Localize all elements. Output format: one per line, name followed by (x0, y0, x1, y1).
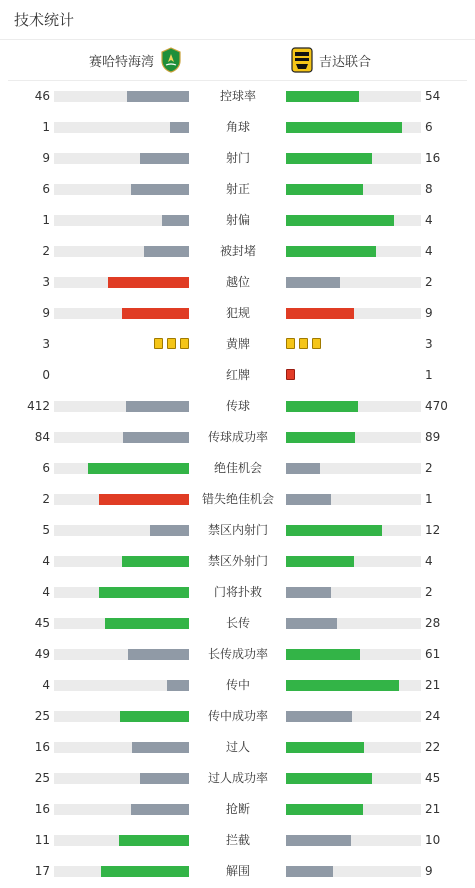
stat-row (0, 577, 475, 608)
away-value: 3 (425, 337, 433, 351)
away-value: 4 (425, 213, 433, 227)
away-bar-fill (286, 153, 372, 164)
away-bar (286, 556, 421, 567)
home-value: 25 (34, 709, 50, 723)
home-bar (54, 122, 189, 133)
away-value: 54 (425, 89, 441, 103)
stat-label: 门将扑救 (213, 585, 262, 599)
stat-label: 射正 (225, 182, 250, 196)
stat-label: 长传 (225, 616, 250, 630)
home-bar-fill (105, 618, 189, 629)
stat-label: 传球 (225, 399, 250, 413)
away-bar (286, 525, 421, 536)
home-bar (54, 401, 189, 412)
away-value: 4 (425, 554, 433, 568)
stat-label: 控球率 (219, 89, 256, 103)
home-bar-fill (122, 556, 190, 567)
yellow-card-icon (167, 338, 176, 349)
away-bar-fill (286, 866, 333, 877)
home-bar (54, 835, 189, 846)
home-value: 4 (42, 585, 50, 599)
away-team[interactable] (291, 40, 371, 80)
home-bar (54, 432, 189, 443)
away-value: 9 (425, 864, 433, 878)
away-bar (286, 246, 421, 257)
away-bar-fill (286, 835, 351, 846)
home-bar (54, 618, 189, 629)
home-bar-fill (128, 649, 189, 660)
stat-label: 错失绝佳机会 (201, 492, 274, 506)
away-cards (286, 369, 295, 380)
away-value: 8 (425, 182, 433, 196)
home-bar (54, 711, 189, 722)
stat-row (0, 825, 475, 856)
home-bar (54, 587, 189, 598)
away-bar-fill (286, 122, 402, 133)
home-bar (54, 556, 189, 567)
away-bar (286, 432, 421, 443)
stat-row (0, 298, 475, 329)
away-value: 12 (425, 523, 441, 537)
stat-label: 传中 (225, 678, 250, 692)
away-bar-fill (286, 91, 359, 102)
home-value: 2 (42, 492, 50, 506)
stat-label: 禁区内射门 (207, 523, 268, 537)
home-bar (54, 153, 189, 164)
red-card-icon (286, 369, 295, 380)
home-bar (54, 246, 189, 257)
home-bar (54, 184, 189, 195)
stat-label: 抢断 (225, 802, 250, 816)
home-bar-fill (101, 866, 189, 877)
away-value: 45 (425, 771, 441, 785)
away-cards (286, 338, 321, 349)
home-bar-fill (144, 246, 189, 257)
away-bar-fill (286, 618, 337, 629)
home-bar (54, 649, 189, 660)
away-value: 22 (425, 740, 441, 754)
away-bar (286, 587, 421, 598)
away-bar (286, 866, 421, 877)
home-value: 1 (42, 213, 50, 227)
home-bar-fill (170, 122, 189, 133)
away-bar-fill (286, 277, 340, 288)
stat-label: 传球成功率 (207, 430, 268, 444)
stat-row (0, 174, 475, 205)
stat-row (0, 763, 475, 794)
home-bar-fill (126, 401, 189, 412)
away-bar-fill (286, 215, 394, 226)
away-bar-fill (286, 432, 355, 443)
home-team-name: 赛哈特海湾 (88, 54, 154, 70)
away-bar-fill (286, 649, 360, 660)
away-value: 10 (425, 833, 441, 847)
stat-label: 拦截 (225, 833, 250, 847)
stat-row (0, 112, 475, 143)
home-bar (54, 91, 189, 102)
home-value: 25 (34, 771, 50, 785)
away-value: 89 (425, 430, 441, 444)
away-bar-fill (286, 742, 364, 753)
home-bar-fill (167, 680, 189, 691)
yellow-card-icon (180, 338, 189, 349)
home-cards (154, 338, 189, 349)
away-bar (286, 463, 421, 474)
home-bar (54, 463, 189, 474)
home-bar-fill (150, 525, 189, 536)
home-bar-fill (140, 153, 189, 164)
stats-list (0, 81, 475, 887)
away-bar-fill (286, 804, 363, 815)
away-value: 1 (425, 368, 433, 382)
stat-label: 黄牌 (225, 337, 250, 351)
away-bar-fill (286, 680, 399, 691)
home-value: 6 (42, 461, 50, 475)
stat-row (0, 391, 475, 422)
home-team[interactable] (89, 40, 182, 80)
home-bar (54, 680, 189, 691)
away-bar-fill (286, 494, 331, 505)
home-value: 2 (42, 244, 50, 258)
away-bar (286, 680, 421, 691)
away-bar (286, 804, 421, 815)
away-team-name: 吉达联合 (319, 54, 372, 70)
home-bar-fill (131, 184, 189, 195)
home-value: 46 (34, 89, 50, 103)
yellow-card-icon (299, 338, 308, 349)
stat-row (0, 794, 475, 825)
away-bar (286, 215, 421, 226)
yellow-card-icon (312, 338, 321, 349)
away-bar-fill (286, 308, 354, 319)
away-bar (286, 835, 421, 846)
home-bar-fill (88, 463, 189, 474)
home-value: 16 (34, 802, 50, 816)
home-bar (54, 804, 189, 815)
away-bar (286, 277, 421, 288)
home-bar-fill (99, 494, 189, 505)
stat-row (0, 81, 475, 112)
home-bar (54, 277, 189, 288)
stat-row (0, 670, 475, 701)
away-bar-fill (286, 246, 376, 257)
away-bar (286, 91, 421, 102)
home-bar (54, 742, 189, 753)
home-bar-fill (131, 804, 189, 815)
stat-label: 绝佳机会 (213, 461, 262, 475)
home-team-logo-icon (160, 47, 182, 73)
stat-label: 角球 (225, 120, 250, 134)
stat-label: 射门 (225, 151, 250, 165)
home-bar (54, 494, 189, 505)
home-value: 1 (42, 120, 50, 134)
home-value: 4 (42, 678, 50, 692)
stat-label: 射偏 (225, 213, 250, 227)
away-value: 6 (425, 120, 433, 134)
home-value: 4 (42, 554, 50, 568)
home-bar-fill (99, 587, 189, 598)
stat-row (0, 639, 475, 670)
away-value: 470 (425, 399, 448, 413)
stat-row (0, 732, 475, 763)
home-value: 9 (42, 151, 50, 165)
away-bar-fill (286, 463, 320, 474)
stat-label: 被封堵 (219, 244, 256, 258)
away-bar (286, 742, 421, 753)
home-value: 45 (34, 616, 50, 630)
stat-row (0, 236, 475, 267)
home-value: 17 (34, 864, 50, 878)
away-value: 61 (425, 647, 441, 661)
stat-label: 长传成功率 (207, 647, 268, 661)
away-value: 2 (425, 461, 433, 475)
home-bar-fill (140, 773, 189, 784)
away-bar-fill (286, 184, 363, 195)
away-value: 9 (425, 306, 433, 320)
home-bar-fill (108, 277, 189, 288)
section-title: 技术统计 (14, 11, 75, 29)
away-bar (286, 649, 421, 660)
stat-label: 过人 (225, 740, 250, 754)
stat-row (0, 205, 475, 236)
home-value: 84 (34, 430, 50, 444)
away-value: 21 (425, 802, 441, 816)
home-value: 49 (34, 647, 50, 661)
home-bar-fill (162, 215, 189, 226)
stat-row (0, 515, 475, 546)
away-bar (286, 308, 421, 319)
away-value: 16 (425, 151, 441, 165)
stat-row (0, 329, 475, 360)
section-header (0, 0, 475, 40)
stat-row (0, 701, 475, 732)
away-bar-fill (286, 773, 372, 784)
stat-row (0, 453, 475, 484)
home-bar (54, 866, 189, 877)
stat-row (0, 856, 475, 887)
stat-label: 越位 (225, 275, 250, 289)
away-bar (286, 711, 421, 722)
home-value: 0 (42, 368, 50, 382)
home-bar-fill (119, 835, 189, 846)
stat-label: 犯规 (225, 306, 250, 320)
stat-label: 解围 (225, 864, 250, 878)
stat-label: 禁区外射门 (207, 554, 268, 568)
away-bar (286, 401, 421, 412)
stat-label: 传中成功率 (207, 709, 268, 723)
yellow-card-icon (154, 338, 163, 349)
home-bar (54, 773, 189, 784)
home-value: 3 (42, 337, 50, 351)
away-bar-fill (286, 587, 331, 598)
away-value: 2 (425, 585, 433, 599)
home-value: 412 (27, 399, 50, 413)
away-team-logo-icon (291, 47, 313, 73)
home-value: 5 (42, 523, 50, 537)
stat-row (0, 608, 475, 639)
home-value: 16 (34, 740, 50, 754)
home-value: 3 (42, 275, 50, 289)
home-value: 11 (34, 833, 50, 847)
away-value: 28 (425, 616, 441, 630)
away-bar (286, 122, 421, 133)
stat-label: 红牌 (225, 368, 250, 382)
home-bar-fill (127, 91, 189, 102)
home-bar (54, 525, 189, 536)
away-bar (286, 618, 421, 629)
away-bar-fill (286, 711, 352, 722)
stat-row (0, 360, 475, 391)
away-value: 1 (425, 492, 433, 506)
away-value: 24 (425, 709, 441, 723)
away-bar (286, 773, 421, 784)
team-header (8, 40, 467, 81)
away-bar-fill (286, 556, 354, 567)
stat-label: 过人成功率 (207, 771, 268, 785)
home-value: 6 (42, 182, 50, 196)
home-bar (54, 215, 189, 226)
away-bar-fill (286, 525, 382, 536)
away-value: 21 (425, 678, 441, 692)
yellow-card-icon (286, 338, 295, 349)
home-bar-fill (132, 742, 189, 753)
stat-row (0, 484, 475, 515)
away-value: 2 (425, 275, 433, 289)
home-bar-fill (120, 711, 189, 722)
stat-row (0, 143, 475, 174)
stat-row (0, 267, 475, 298)
away-bar (286, 153, 421, 164)
away-bar-fill (286, 401, 358, 412)
away-value: 4 (425, 244, 433, 258)
away-bar (286, 184, 421, 195)
away-bar (286, 494, 421, 505)
stat-row (0, 422, 475, 453)
home-bar-fill (123, 432, 189, 443)
home-value: 9 (42, 306, 50, 320)
stat-row (0, 546, 475, 577)
home-bar (54, 308, 189, 319)
home-bar-fill (122, 308, 190, 319)
